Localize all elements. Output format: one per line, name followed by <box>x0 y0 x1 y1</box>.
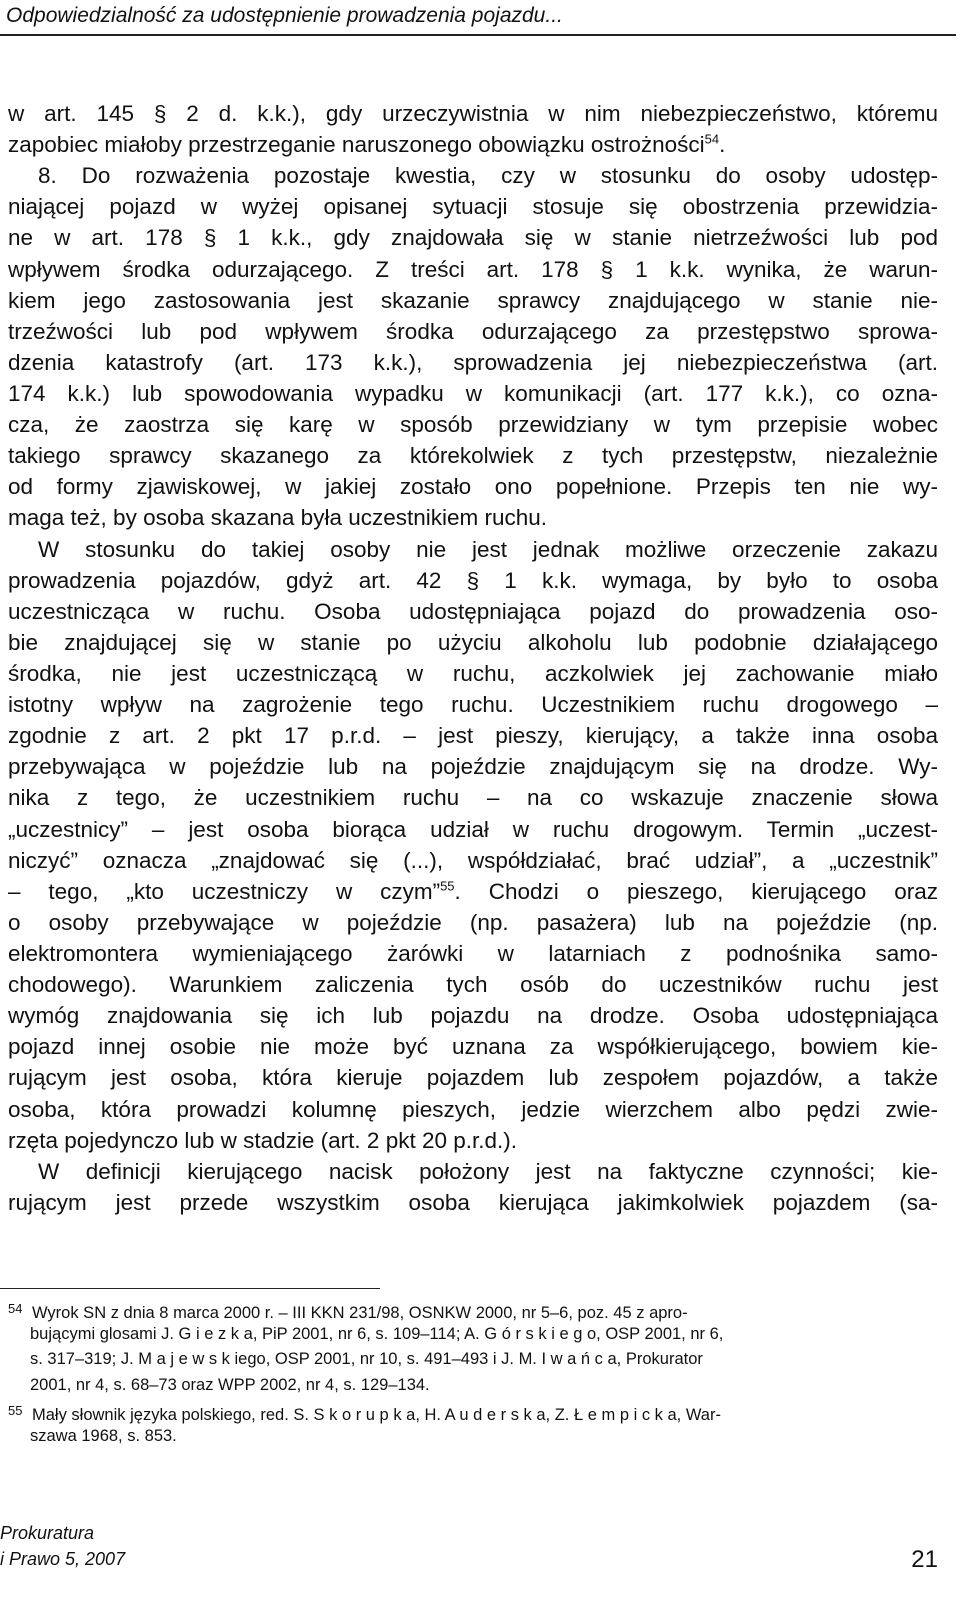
text-line: osoba, która prowadzi kolumnę pieszych, jedzie wierzchem albo pędzi zwie- <box>8 1096 938 1122</box>
text-line: W definicji kierującego nacisk położony jest na faktyczne czynności; kie- <box>38 1158 938 1184</box>
footnote-text-line: szawa 1968, s. 853. <box>30 1426 177 1445</box>
running-header <box>0 0 956 36</box>
text-line: nika z tego, że uczestnikiem ruchu – na co wskazuje znaczenie słowa <box>8 785 938 811</box>
text-line: od formy zjawiskowej, w jakiej zostało ono popełnione. Przepis ten nie wy- <box>8 474 938 500</box>
text-segment: . <box>719 132 726 158</box>
page-number: 21 <box>911 1546 938 1573</box>
text-line: trzeźwości lub pod wpływem środka odurzającego za przestępstwo sprowa- <box>8 318 938 344</box>
text-line: dzenia katastrofy (art. 173 k.k.), sprowadzenia jej niebezpieczeństwa (art. <box>8 349 938 375</box>
footnote-text-line: s. 317–319; J. M a j e w s k iego, OSP 2001, nr 10, s. 491–493 i J. M. I w a ń c a, Prokurator <box>30 1350 703 1369</box>
text-line: prowadzenia pojazdów, gdyż art. 42 § 1 k.k. wymaga, by było to osoba <box>8 567 938 593</box>
text-line: 8. Do rozważenia pozostaje kwestia, czy w stosunku do osoby udostęp- <box>38 163 938 189</box>
text-segment: zapobiec miałoby przestrzeganie naruszonego obowiązku ostrożności <box>8 132 705 158</box>
text-line: niczyć” oznacza „znajdować się (...), współdziałać, brać udział”, a „uczestnik” <box>8 847 938 873</box>
text-line: „uczestnicy” – jest osoba biorąca udział w ruchu drogowym. Termin „uczest- <box>8 816 938 842</box>
journal-issue: i Prawo 5, 2007 <box>0 1549 126 1569</box>
text-line: maga też, by osoba skazana była uczestnikiem ruchu. <box>8 505 548 531</box>
footnote-55 <box>8 1398 938 1424</box>
text-line: środka, nie jest uczestniczącą w ruchu, aczkolwiek jej zachowanie miało <box>8 660 938 686</box>
text-line: o osoby przebywające w pojeździe (np. pasażera) lub na pojeździe (np. <box>8 909 938 935</box>
text-segment: . Chodzi o pieszego, kierującego oraz <box>454 878 938 904</box>
text-line: uczestnicząca w ruchu. Osoba udostępniająca pojazd do prowadzenia oso- <box>8 598 938 624</box>
text-line: rującym jest przede wszystkim osoba kierująca jakimkolwiek pojazdem (sa- <box>8 1189 938 1215</box>
text-line: bie znajdującej się w stanie po użyciu alkoholu lub podobnie działającego <box>8 629 938 655</box>
publication-info <box>0 1520 125 1572</box>
text-line <box>8 876 938 907</box>
footnote-text: Mały słownik języka polskiego, red. S. S k o r u p k a, H. A u d e r s k a, Z. Ł e m p i c k a, War- <box>32 1406 721 1425</box>
footnote-text: Wyrok SN z dnia 8 marca 2000 r. – III KKN 231/98, OSNKW 2000, nr 5–6, poz. 45 z apro- <box>32 1304 688 1322</box>
footnote-separator <box>0 1288 380 1289</box>
text-line: takiego sprawcy skazanego za którekolwiek z tych przestępstw, niezależnie <box>8 443 938 469</box>
text-line: chodowego). Warunkiem zaliczenia tych osób do uczestników ruchu jest <box>8 972 938 998</box>
text-line: pojazd innej osobie nie może być uznana za współkierującego, bowiem kie- <box>8 1034 938 1060</box>
text-line: w art. 145 § 2 d. k.k.), gdy urzeczywistnia w nim niebezpieczeństwo, któremu <box>8 101 938 126</box>
text-line <box>8 129 938 160</box>
footnote-number: 55 <box>8 1403 23 1419</box>
text-line: 174 k.k.) lub spowodowania wypadku w komunikacji (art. 177 k.k.), co ozna- <box>8 380 938 406</box>
text-line: rzęta pojedynczo lub w stadzie (art. 2 pkt 20 p.r.d.). <box>8 1127 518 1153</box>
text-line: wymóg znajdowania się ich lub pojazdu na drodze. Osoba udostępniająca <box>8 1003 938 1029</box>
footnote-ref-55[interactable]: 55 <box>440 878 455 894</box>
footnotes <box>8 1296 938 1450</box>
footnote-text-line: bującymi glosami J. G i e z k a, PiP 2001, nr 6, s. 109–114; A. G ó r s k i e g o, OSP 2001, nr 6, <box>30 1324 724 1343</box>
text-line: cza, że zaostrza się karę w sposób przewidziany w tym przepisie wobec <box>8 412 938 438</box>
text-segment: – tego, „kto uczestniczy w czym” <box>8 878 441 904</box>
text-line: kiem jego zastosowania jest skazanie sprawcy znajdującego w stanie nie- <box>8 287 938 313</box>
footnote-number: 54 <box>8 1301 23 1316</box>
text-line: przebywająca w pojeździe lub na pojeździe znajdującym się na drodze. Wy- <box>8 754 938 780</box>
text-line: elektromontera wymieniającego żarówki w latarniach z podnośnika samo- <box>8 940 938 966</box>
text-line: rującym jest osoba, która kieruje pojazdem lub zespołem pojazdów, a także <box>8 1065 938 1091</box>
footnote-54 <box>8 1296 938 1322</box>
main-text <box>8 98 938 1218</box>
text-line: zgodnie z art. 2 pkt 17 p.r.d. – jest pieszy, kierujący, a także inna osoba <box>8 723 938 749</box>
text-line: wpływem środka odurzającego. Z treści art. 178 § 1 k.k. wynika, że warun- <box>8 256 938 282</box>
journal-name: Prokuratura <box>0 1523 95 1543</box>
footnote-text-line: 2001, nr 4, s. 68–73 oraz WPP 2002, nr 4, s. 129–134. <box>30 1375 430 1394</box>
text-line: niającej pojazd w wyżej opisanej sytuacji stosuje się obostrzenia przewidzia- <box>8 194 938 220</box>
footnote-ref-54[interactable]: 54 <box>704 131 720 147</box>
text-line: W stosunku do takiej osoby nie jest jednak możliwe orzeczenie zakazu <box>38 536 938 562</box>
running-header-title: Odpowiedzialność za udostępnienie prowadzenia pojazdu... <box>6 4 563 27</box>
text-line: ne w art. 178 § 1 k.k., gdy znajdowała się w stanie nietrzeźwości lub pod <box>8 225 938 251</box>
text-line: istotny wpływ na zagrożenie tego ruchu. Uczestnikiem ruchu drogowego – <box>8 692 938 718</box>
